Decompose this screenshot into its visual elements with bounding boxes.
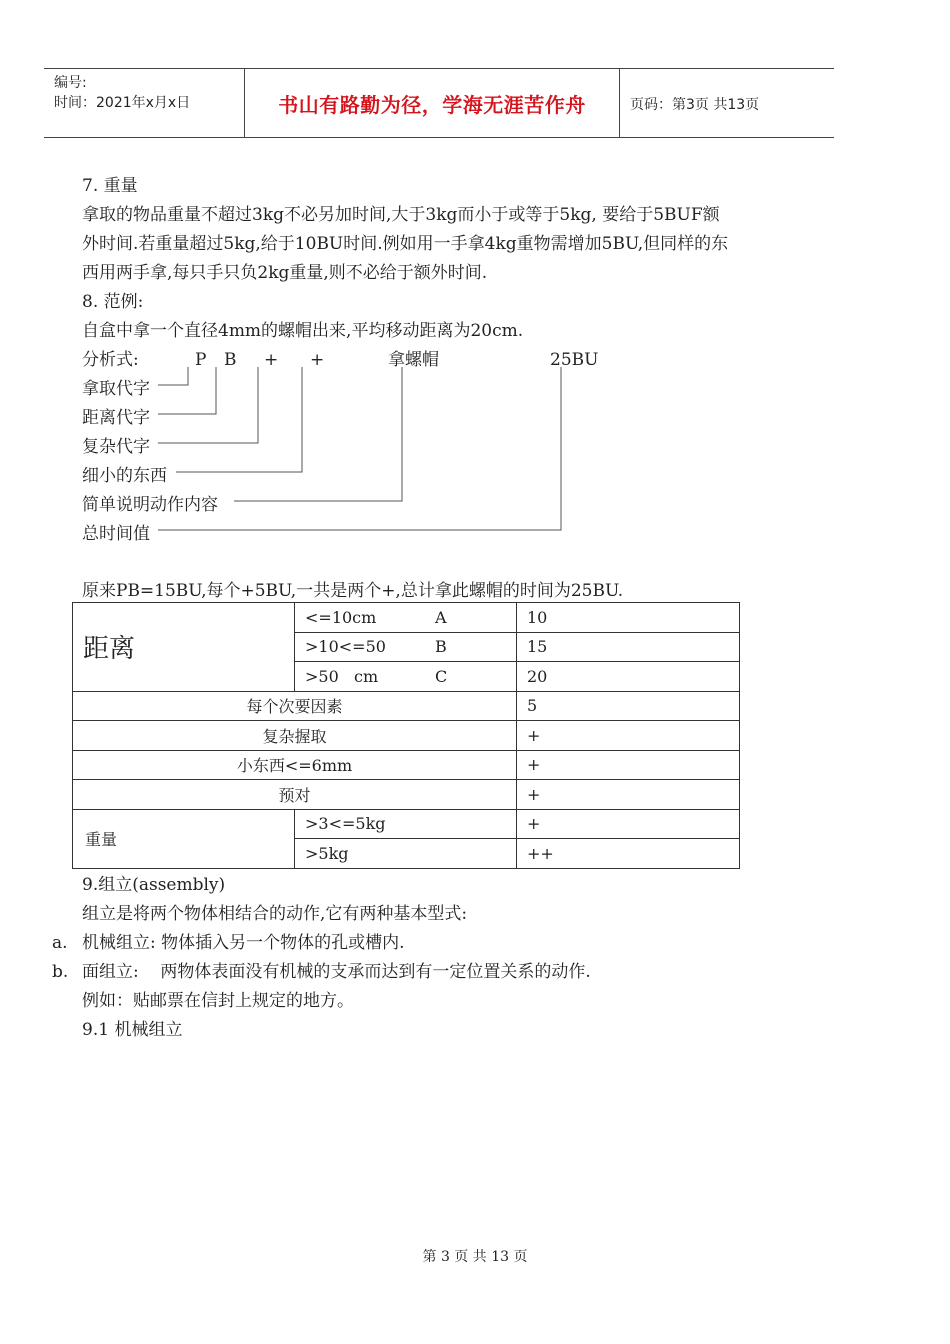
value-cell: + <box>517 809 740 839</box>
section9-example: 例如：贴邮票在信封上规定的地方。 <box>82 991 354 1011</box>
table-row <box>73 750 740 780</box>
distance-label-cell: 距离 <box>73 603 295 692</box>
legend-total-time: 总时间值 <box>82 524 150 544</box>
list-marker-b: b. <box>52 962 69 982</box>
range-text: >50 cm <box>305 666 379 686</box>
section8-heading: 8. 范例: <box>82 292 144 312</box>
list-marker-a: a. <box>52 933 68 953</box>
header-motto-cell <box>245 69 620 137</box>
table-row <box>73 780 740 810</box>
formula-code-plus-2: + <box>310 350 325 370</box>
table-row <box>73 809 740 839</box>
time-label: 时间：2021年x月x日 <box>54 95 191 111</box>
weight-label-cell: 重量 <box>73 809 295 868</box>
factor-label-cell: 预对 <box>73 780 517 810</box>
range-cell <box>295 632 517 662</box>
connector-p <box>158 367 188 385</box>
table-row <box>73 603 740 633</box>
range-text: <=10cm <box>305 607 377 627</box>
section9-item-a: 机械组立: 物体插入另一个物体的孔或槽内. <box>82 933 405 953</box>
section9-item-b: 面组立: 两物体表面没有机械的支承而达到有一定位置关系的动作. <box>82 962 591 982</box>
value-cell: 10 <box>517 603 740 633</box>
page-header <box>44 68 834 138</box>
section9-intro: 组立是将两个物体相结合的动作,它有两种基本型式: <box>82 904 468 924</box>
section9-1-heading: 9.1 机械组立 <box>82 1020 183 1040</box>
value-cell: + <box>517 750 740 780</box>
connector-plus-1 <box>158 367 258 443</box>
formula-action: 拿螺帽 <box>388 350 439 370</box>
legend-distance-code: 距离代字 <box>82 408 150 428</box>
connector-action <box>234 367 402 501</box>
section9-heading: 9.组立(assembly) <box>82 875 226 895</box>
code-text: A <box>435 607 447 627</box>
motto: 书山有路勤为径，学海无涯苦作舟 <box>278 93 586 117</box>
value-cell: 20 <box>517 662 740 692</box>
range-text: >10<=50 <box>305 637 386 657</box>
value-cell: 15 <box>517 632 740 662</box>
range-cell: >5kg <box>295 839 517 869</box>
code-label: 编号: <box>54 75 87 91</box>
value-cell: + <box>517 780 740 810</box>
range-cell <box>295 662 517 692</box>
section7-line-1: 拿取的物品重量不超过3kg不必另加时间,大于3kg而小于或等于5kg, 要给于5BUF额 <box>82 205 720 225</box>
formula-code-b: B <box>224 350 237 370</box>
connector-total <box>158 367 561 530</box>
section7-line-2: 外时间.若重量超过5kg,给于10BU时间.例如用一手拿4kg重物需增加5BU,但同样的东 <box>82 234 729 254</box>
value-cell: ++ <box>517 839 740 869</box>
section7-line-3: 西用两手拿,每只手只负2kg重量,则不必给于额外时间. <box>82 263 488 283</box>
formula-label: 分析式: <box>82 350 139 370</box>
connector-b <box>158 367 216 414</box>
factor-label-cell: 复杂握取 <box>73 721 517 751</box>
page-info: 页码：第3页 共13页 <box>630 97 760 113</box>
table-row <box>73 691 740 721</box>
section8-line-1: 自盒中拿一个直径4mm的螺帽出来,平均移动距离为20cm. <box>82 321 524 341</box>
range-cell: >3<=5kg <box>295 809 517 839</box>
section7-heading: 7. 重量 <box>82 176 138 196</box>
formula-total: 25BU <box>550 350 599 370</box>
section8-summary: 原来PB=15BU,每个+5BU,一共是两个+,总计拿此螺帽的时间为25BU. <box>82 581 624 601</box>
move-factor-table <box>72 602 740 869</box>
value-cell: 5 <box>517 691 740 721</box>
page-footer: 第 3 页 共 13 页 <box>422 1249 528 1265</box>
legend-action-desc: 简单说明动作内容 <box>82 495 218 515</box>
legend-complex-code: 复杂代字 <box>82 437 150 457</box>
legend-small-object: 细小的东西 <box>82 466 167 486</box>
code-text: B <box>435 637 447 657</box>
legend-pick-code: 拿取代字 <box>82 379 150 399</box>
value-cell: + <box>517 721 740 751</box>
header-meta-cell <box>44 69 245 137</box>
formula-code-p: P <box>195 350 207 370</box>
formula-code-plus-1: + <box>264 350 279 370</box>
range-cell <box>295 603 517 633</box>
table-row <box>73 721 740 751</box>
factor-label-cell: 小东西<=6mm <box>73 750 517 780</box>
factor-label-cell: 每个次要因素 <box>73 691 517 721</box>
code-text: C <box>435 666 448 686</box>
connector-plus-2 <box>176 367 302 472</box>
header-page-cell <box>620 69 834 137</box>
